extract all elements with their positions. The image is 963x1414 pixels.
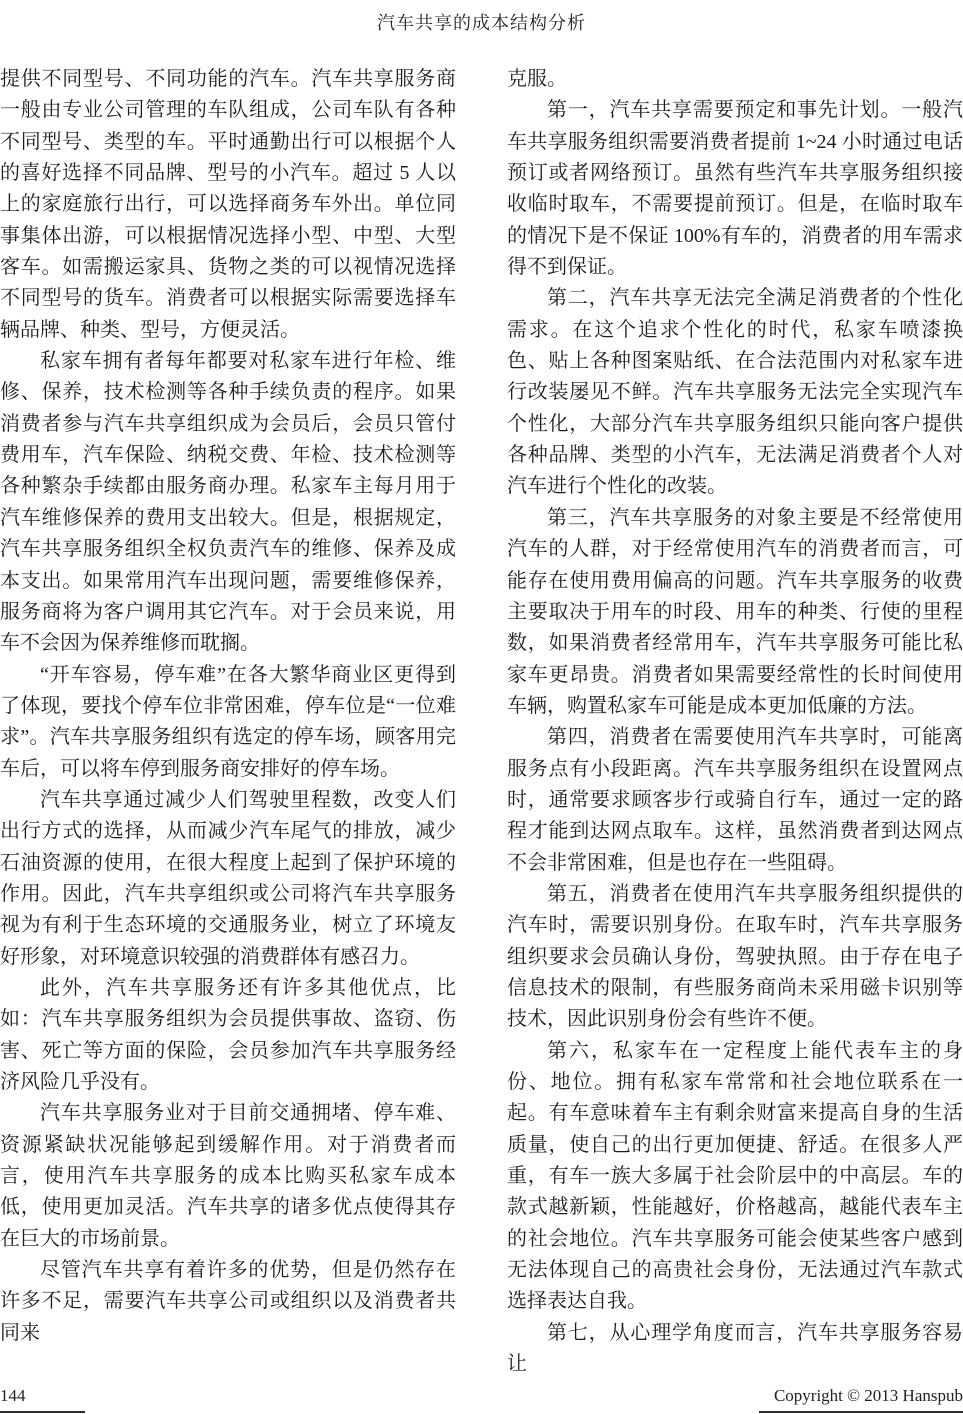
page-title: 汽车共享的成本结构分析 [377,13,586,33]
paragraph: 第七，从心理学角度而言，汽车共享服务容易让 [507,1321,963,1376]
paragraph: 第三，汽车共享服务的对象主要是不经常使用汽车的人群，对于经常使用汽车的消费者而言，可能存在使用费用偏高的问题。汽车共享服务的收费主要取决于用车的时段、用车的种类、行使的里程数，如果消费者经常用车，汽车共享服务可能比私家车更昂贵。消费者如果需要经常性的长时间使用车辆，购置私家车可能是成本更加低廉的方法。 [507,506,963,717]
paragraph: 第一，汽车共享需要预定和事先计划。一般汽车共享服务组织需要消费者提前 1~24 小时通过电话预订或者网络预订。虽然有些汽车共享服务组织接收临时取车，不需要提前预订。但是，在临时取车的情况下是不保证 100%有车的，消费者的用车需求得不到保证。 [507,99,963,279]
paragraph: 私家车拥有者每年都要对私家车进行年检、维修、保养，技术检测等各种手续负责的程序。如果消费者参与汽车共享组织成为会员后，会员只管付费用车，汽车保险、纳税交费、年检、技术检测等各种繁杂手续都由服务商办理。私家车主每月用于汽车维修保养的费用支出较大。但是，根据规定，汽车共享服务组织全权负责汽车的维修、保养及成本支出。如果常用汽车出现问题，需要维修保养，服务商将为客户调用其它汽车。对于会员来说，用车不会因为保养维修而耽搁。 [0,350,456,655]
paragraph: “开车容易，停车难”在各大繁华商业区更得到了体现，要找个停车位非常困难，停车位是“一位难求”。汽车共享服务组织有选定的停车场，顾客用完车后，可以将车停到服务商安排好的停车场。 [0,663,456,780]
footer-page-number: 144 [0,1386,26,1405]
footer-rule-left [0,1411,85,1413]
footer-rule-right [759,1411,963,1413]
body-columns [0,64,963,1380]
paragraph: 尽管汽车共享有着许多的优势，但是仍然存在许多不足，需要汽车共享公司或组织以及消费者共同来 [0,1259,456,1344]
paragraph: 克服。 [507,68,567,90]
paragraph: 第四，消费者在需要使用汽车共享时，可能离服务点有小段距离。汽车共享服务组织在设置网点时，通常要求顾客步行或骑自行车，通过一定的路程才能到达网点取车。这样，虽然消费者到达网点不会非常困难，但是也存在一些阻碍。 [507,726,963,874]
paragraph: 提供不同型号、不同功能的汽车。汽车共享服务商一般由专业公司管理的车队组成，公司车队有各种不同型号、类型的车。平时通勤出行可以根据个人的喜好选择不同品牌、型号的小汽车。超过 5 人以上的家庭旅行出行，可以选择商务车外出。单位同事集体出游，可以根据情况选择小型、中型、大型客车。如需搬运家具、货物之类的可以视情况选择不同型号的货车。消费者可以根据实际需要选择车辆品牌、种类、型号，方便灵活。 [0,68,456,341]
paragraph: 第五，消费者在使用汽车共享服务组织提供的汽车时，需要识别身份。在取车时，汽车共享服务组织要求会员确认身份，驾驶执照。由于存在电子信息技术的限制，有些服务商尚未采用磁卡识别等技术，因此识别身份会有些许不便。 [507,882,963,1031]
page-footer [0,1386,963,1406]
paragraph: 汽车共享通过减少人们驾驶里程数，改变人们出行方式的选择，从而减少汽车尾气的排放，减少石油资源的使用，在很大程度上起到了保护环境的作用。因此，汽车共享组织或公司将汽车共享服务视为有利于生态环境的交通服务业，树立了环境友好形象，对环境意识较强的消费群体有感召力。 [0,788,456,968]
paragraph: 此外，汽车共享服务还有许多其他优点，比如：汽车共享服务组织为会员提供事故、盗窃、伤害、死亡等方面的保险，会员参加汽车共享服务经济风险几乎没有。 [0,976,456,1093]
paragraph: 汽车共享服务业对于目前交通拥堵、停车难、资源紧缺状况能够起到缓解作用。对于消费者而言，使用汽车共享服务的成本比购买私家车成本低，使用更加灵活。汽车共享的诸多优点使得其存在巨大的市场前景。 [0,1102,456,1250]
column-left [0,64,456,1380]
paragraph: 第二，汽车共享无法完全满足消费者的个性化需求。在这个追求个性化的时代，私家车喷漆换色、贴上各种图案贴纸、在合法范围内对私家车进行改装屡见不鲜。汽车共享服务无法完全实现汽车个性化，大部分汽车共享服务组织只能向客户提供各种品牌、类型的小汽车，无法满足消费者个人对汽车进行个性化的改装。 [507,287,963,498]
footer-copyright: Copyright © 2013 Hanspub [773,1386,963,1405]
paragraph: 第六，私家车在一定程度上能代表车主的身份、地位。拥有私家车常常和社会地位联系在一起。有车意味着车主有剩余财富来提高自身的生活质量，使自己的出行更加便捷、舒适。在很多人严重，有车一族大多属于社会阶层中的中高层。车的款式越新颖，性能越好，价格越高，越能代表车主的社会地位。汽车共享服务可能会使某些客户感到无法体现自己的高贵社会身份，无法通过汽车款式选择表达自我。 [507,1039,963,1313]
column-right [507,64,963,1380]
